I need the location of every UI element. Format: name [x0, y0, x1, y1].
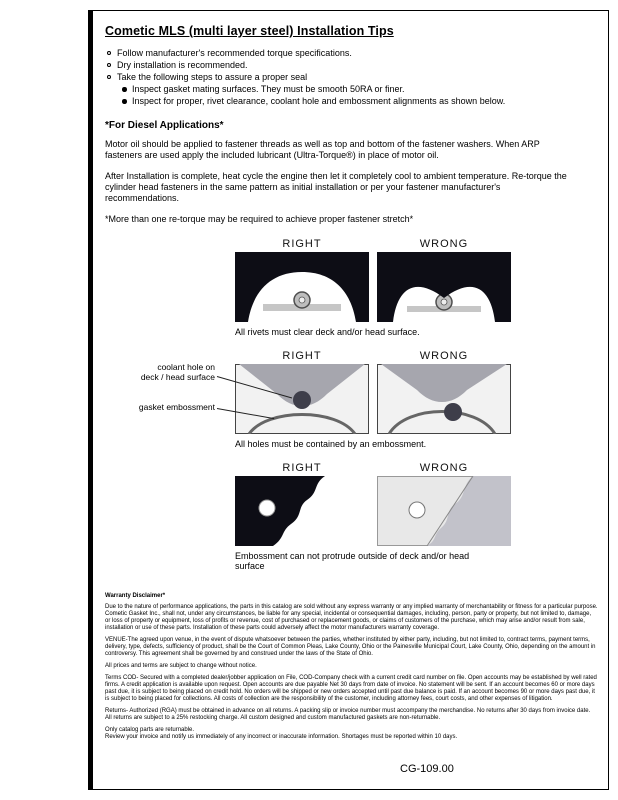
tip-text: Follow manufacturer's recommended torque specifications. — [117, 48, 352, 58]
rivet-clear-right-illustration — [235, 252, 369, 322]
bullet-circle-icon — [107, 51, 111, 55]
warranty-paragraph: All prices and terms are subject to change without notice. — [105, 663, 257, 669]
bullet-dot-icon — [122, 87, 127, 92]
tip-item — [105, 47, 596, 59]
warranty-paragraph: Returns- Authorized (RGA) must be obtained in advance on all returns. A packing slip or invoice number must accompany the merchandise. No returns after 30 days from invoice date. All returns are subject to a 25% restocking charge. All custom designed and custom manufactured gaskets are non-returnable. — [105, 708, 591, 721]
subtip-item — [105, 83, 596, 95]
page-number: CG-109.00 — [400, 763, 454, 775]
retorque-note: *More than one re-torque may be required to achieve proper fastener stretch* — [105, 214, 414, 224]
diagrams-section — [138, 238, 511, 571]
catalog-page — [88, 10, 609, 790]
bullet-circle-icon — [107, 63, 111, 67]
diagram-labels-row — [235, 350, 511, 362]
warranty-paragraph: Review your invoice and notify us immediately of any incorrect or inaccurate information. Shortages must be reported within 10 days. — [105, 734, 458, 740]
callout-text: gasket embossment — [138, 402, 215, 412]
wrong-label: WRONG — [419, 462, 469, 474]
tip-text: Take the following steps to assure a proper seal — [117, 72, 308, 82]
subtip-item — [105, 95, 596, 107]
bullet-circle-icon — [107, 75, 111, 79]
rivet-interference-wrong-illustration — [377, 252, 511, 322]
subtip-text: Inspect gasket mating surfaces. They must be smooth 50RA or finer. — [132, 84, 405, 94]
wrong-label: WRONG — [419, 238, 469, 250]
warranty-paragraph: Due to the nature of performance applications, the parts in this catalog are sold without any express warranty or any implied warranty of merchantability or fitness for a particular purpose. Cometic Gasket Inc., shall not, under any circumstances, be liable for any special, incidental or consequential damages, including, person, party or property, but not limited to, damage, or loss of property or equipment, loss of profits or revenue, cost of purchased or replacement goods, or claims of customers of the purchase, which may arise and/or result from sale, installation or use of these parts. Installation of these parts could adversely affect the motor manufacturers warranty coverage. — [105, 604, 598, 631]
rivet-caption: All rivets must clear deck and/or head surface. — [235, 327, 420, 337]
coolant-hole-callout — [115, 362, 215, 382]
right-label: RIGHT — [282, 350, 322, 362]
warranty-paragraph: VENUE-The agreed upon venue, in the event of dispute whatsoever between the parties, whether instituted by either party, including, but not limited to, contract terms, payment terms, delivery, type, defects, sufficiency of product, shall be the Court of Common Pleas, Lake County, Ohio or the Painesville Municipal Court, Lake County, Ohio, depending on the amount in controversy. This agreement shall be governed by and construed under the laws of the State of Ohio. — [105, 637, 596, 657]
page-content — [93, 11, 608, 741]
diesel-applications-heading: *For Diesel Applications* — [105, 120, 224, 131]
right-label: RIGHT — [282, 238, 322, 250]
subtip-text: Inspect for proper, rivet clearance, coolant hole and embossment alignments as shown below. — [132, 96, 506, 106]
embossment-protruding-wrong-illustration — [377, 476, 511, 546]
bullet-dot-icon — [122, 99, 127, 104]
tip-text: Dry installation is recommended. — [117, 60, 248, 70]
diesel-paragraph-heatcycle: After Installation is complete, heat cycle the engine then let it completely cool to ambient temperature. Re-torque the cylinder head fasteners in the same pattern as initial installation or per your fastener manufacturer's recommendations. — [105, 171, 567, 203]
diagram-row-protrusion — [235, 476, 511, 546]
embossment-inside-right-illustration — [235, 476, 369, 546]
warranty-section — [105, 593, 598, 741]
diagram-row-embossment — [138, 362, 511, 434]
right-label: RIGHT — [282, 462, 322, 474]
diesel-paragraph-oil: Motor oil should be applied to fastener threads as well as top and bottom of the fastener washers. When ARP fasteners are used apply the included lubricant (Ultra-Torque®) in place of motor oil. — [105, 139, 540, 160]
protrusion-caption: Embossment can not protrude outside of deck and/or head surface — [235, 551, 470, 571]
callout-text: coolant hole on — [157, 362, 215, 372]
tip-item — [105, 59, 596, 71]
page-title: Cometic MLS (multi layer steel) Installation Tips — [105, 24, 394, 38]
callout-text: deck / head surface — [140, 372, 215, 382]
diagram-labels-row — [235, 238, 511, 250]
wrong-label: WRONG — [419, 350, 469, 362]
diagram-row-rivets — [235, 252, 511, 322]
hole-contained-right-illustration — [235, 364, 369, 434]
gasket-embossment-callout — [115, 402, 215, 412]
embossment-caption: All holes must be contained by an embossment. — [235, 439, 427, 449]
hole-outside-wrong-illustration — [377, 364, 511, 434]
warranty-heading: Warranty Disclaimer* — [105, 593, 166, 599]
warranty-paragraph: Terms COD- Secured with a completed dealer/jobber application on File, COD-Company check with a current credit card number on file. Open accounts may be established by well rated firms. A credit application is available upon request. Open accounts are due payable Net 30 days from date of invoice. No statement will be sent. If an account becomes 60 or more days past due, it is subject to being placed on credit hold. No orders will be shipped or new orders accepted until past due balance is paid. If an account becomes 90 or more days past due, it is subject to being placed for collections. All costs of collection are the responsibility of the customer, including attorney fees, court costs, and other expenses of litigation. — [105, 675, 597, 702]
diagram-labels-row — [235, 462, 511, 474]
warranty-paragraph: Only catalog parts are returnable. — [105, 727, 195, 733]
tip-item — [105, 71, 596, 83]
